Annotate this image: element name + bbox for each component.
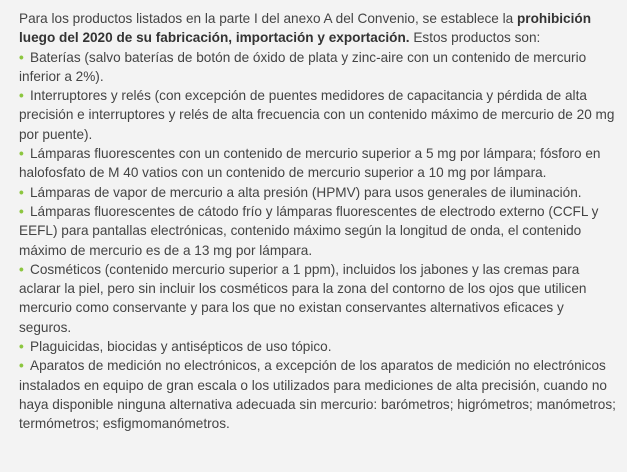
- list-item: [19, 183, 619, 202]
- bullet-icon: •: [19, 358, 24, 374]
- bullet-icon: •: [19, 203, 24, 219]
- intro-emphasis: prohibición luego del 2020 de su fabricación, importación y exportación.: [19, 11, 592, 46]
- list-item: [19, 48, 619, 87]
- bullet-icon: •: [19, 339, 24, 355]
- bullet-icon: •: [19, 261, 24, 277]
- list-item: [19, 86, 619, 144]
- intro-paragraph: [19, 9, 619, 48]
- bullet-icon: •: [19, 49, 24, 65]
- list-item: [19, 144, 619, 183]
- list-item-text: Baterías (salvo baterías de botón de óxido de plata y zinc-aire con un contenido de mercurio inferior a 2%).: [19, 49, 587, 84]
- intro-text-end: Estos productos son:: [409, 30, 541, 46]
- list-item: [19, 202, 619, 260]
- list-item: [19, 260, 619, 337]
- list-item-text: Lámparas de vapor de mercurio a alta presión (HPMV) para usos generales de iluminación.: [30, 184, 582, 200]
- list-item-text: Cosméticos (contenido mercurio superior a 1 ppm), incluidos los jabones y las cremas para aclarar la piel, pero sin incluir los cosméticos para la zona del contorno de los ojos que utilicen mercurio como conservante y para los que no existan conservantes alternativos eficaces y seguros.: [19, 261, 587, 335]
- list-item-text: Plaguicidas, biocidas y antisépticos de uso tópico.: [30, 339, 332, 355]
- bullet-icon: •: [19, 88, 24, 104]
- intro-text: Para los productos listados en la parte I del anexo A del Convenio, se establece la: [19, 11, 517, 26]
- product-list: [19, 48, 619, 434]
- list-item: [19, 337, 619, 356]
- list-item: [19, 356, 619, 433]
- bullet-icon: •: [19, 184, 24, 200]
- list-item-text: Lámparas fluorescentes con un contenido de mercurio superior a 5 mg por lámpara; fósforo en halofosfato de M 40 vatios con un contenido de mercurio superior a 10 mg por lámpara.: [19, 146, 601, 181]
- bullet-icon: •: [19, 146, 24, 162]
- list-item-text: Aparatos de medición no electrónicos, a excepción de los aparatos de medición no electrónicos instalados en equipo de gran escala o los utilizados para mediciones de alta precisión, cuando no haya disponible ninguna alternativa adecuada sin mercurio: barómetros; higrómetros; manómetros; termómetros; esfigmomanómetros.: [19, 358, 616, 432]
- list-item-text: Lámparas fluorescentes de cátodo frío y lámparas fluorescentes de electrodo externo (CCFL y EEFL) para pantallas electrónicas, contenido máximo según la longitud de onda, el contenido máximo de mercurio es de a 13 mg por lámpara.: [19, 203, 599, 258]
- list-item-text: Interruptores y relés (con excepción de puentes medidores de capacitancia y pérdida de alta precisión e interruptores y relés de alta frecuencia con un contenido máximo de mercurio de 20 mg por puente).: [19, 88, 615, 142]
